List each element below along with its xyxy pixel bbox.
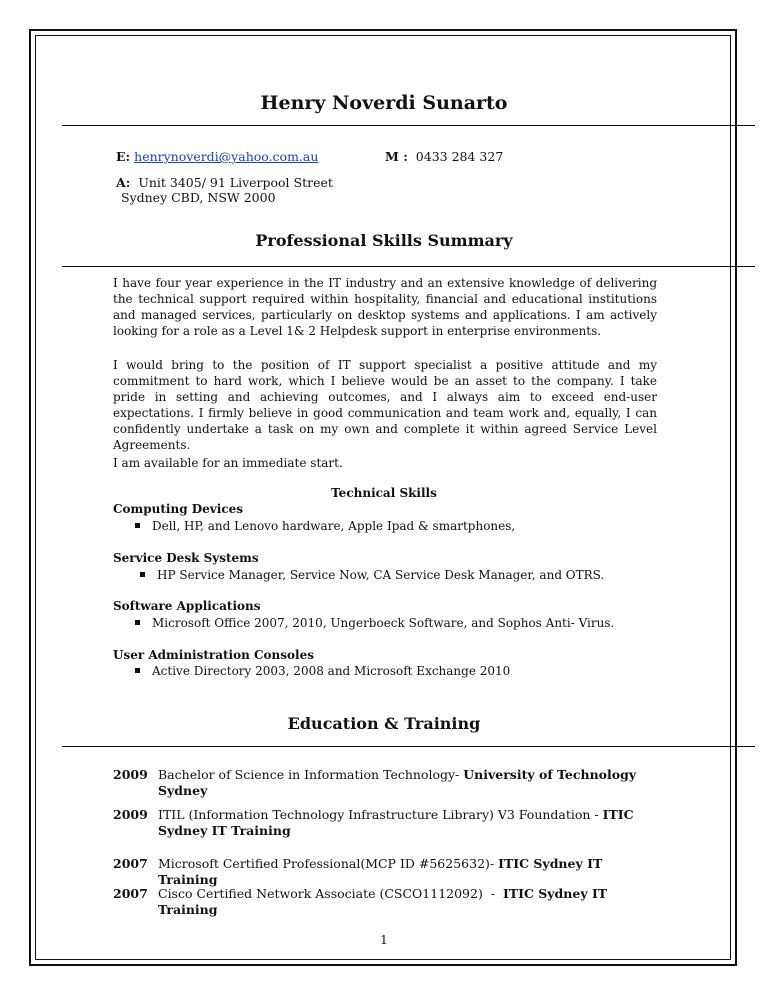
education-entry-text: ITIL (Information Technology Infrastructure Library) V3 Foundation -: [158, 807, 603, 822]
summary-paragraph-1: I have four year experience in the IT industry and an extensive knowledge of delivering the technical support required within hospitality, financial and educational institutions and managed services, particularly on desktop systems and applications. I am actively looking for a role as a Level 1& 2 Helpdesk support in enterprise environments.: [113, 276, 657, 338]
education-entry: [158, 807, 658, 839]
education-divider: [62, 746, 755, 747]
name-divider: [62, 125, 755, 126]
page-number: 1: [380, 933, 388, 947]
education-entry-org: University of Technology Sydney: [158, 767, 637, 798]
bullet-icon: [135, 523, 140, 528]
bullet-icon: [135, 620, 140, 625]
bullet-icon: [135, 668, 140, 673]
education-entry-org: ITIC Sydney IT Training: [158, 807, 634, 838]
address-line2: Sydney CBD, NSW 2000: [121, 190, 276, 205]
skill-item-text: HP Service Manager, Service Now, CA Service Desk Manager, and OTRS.: [157, 568, 605, 582]
education-entry: [158, 886, 658, 918]
skill-group-title: Software Applications: [113, 599, 261, 613]
education-entry: [158, 856, 658, 888]
mobile-row: [385, 149, 503, 164]
email-link[interactable]: henrynoverdi@yahoo.com.au: [134, 149, 319, 164]
mobile-label: M :: [385, 149, 408, 164]
education-year: 2007: [113, 856, 148, 871]
summary-heading: Professional Skills Summary: [255, 231, 513, 250]
skill-group-title: Service Desk Systems: [113, 551, 259, 565]
skill-group-title: User Administration Consoles: [113, 648, 314, 662]
skill-item-text: Microsoft Office 2007, 2010, Ungerboeck Software, and Sophos Anti- Virus.: [152, 616, 615, 630]
skill-item-text: Active Directory 2003, 2008 and Microsoft Exchange 2010: [152, 664, 511, 678]
education-entry-org: ITIC Sydney IT Training: [158, 856, 603, 887]
skill-group-title: Computing Devices: [113, 502, 244, 516]
summary-paragraph-3: I am available for an immediate start.: [113, 456, 343, 470]
address-row: [116, 175, 333, 190]
resume-name: Henry Noverdi Sunarto: [260, 92, 508, 114]
education-year: 2009: [113, 767, 148, 782]
education-heading: Education & Training: [287, 714, 481, 733]
skill-item-text: Dell, HP, and Lenovo hardware, Apple Ipad & smartphones,: [152, 519, 516, 533]
summary-paragraph-2: I would bring to the position of IT support specialist a positive attitude and my commitment to hard work, which I believe would be an asset to the company. I take pride in setting and achieving outcomes, and I always aim to exceed end-user expectations. I firmly believe in good communication and team work and, equally, I can confidently undertake a task on my own and complete it within agreed Service Level Agreements.: [113, 358, 657, 452]
email-row: [116, 149, 318, 164]
skill-list-item: [140, 568, 604, 582]
education-year: 2009: [113, 807, 148, 822]
education-entry-text: Microsoft Certified Professional(MCP ID #5625632)-: [158, 856, 499, 871]
address-line1: Unit 3405/ 91 Liverpool Street: [138, 175, 333, 190]
education-entry-text: Bachelor of Science in Information Technology-: [158, 767, 464, 782]
education-entry: [158, 767, 658, 799]
mobile-number: 0433 284 327: [415, 149, 504, 164]
bullet-icon: [140, 572, 145, 577]
skill-list-item: [135, 664, 510, 678]
summary-divider: [62, 266, 755, 267]
education-year: 2007: [113, 886, 148, 901]
address-label: A:: [116, 175, 131, 190]
email-label: E:: [116, 149, 131, 164]
education-entry-org: ITIC Sydney IT Training: [158, 886, 608, 917]
skill-list-item: [135, 616, 614, 630]
skill-list-item: [135, 519, 515, 533]
education-entry-text: Cisco Certified Network Associate (CSCO1112092) -: [158, 886, 503, 901]
technical-skills-heading: Technical Skills: [331, 486, 437, 500]
